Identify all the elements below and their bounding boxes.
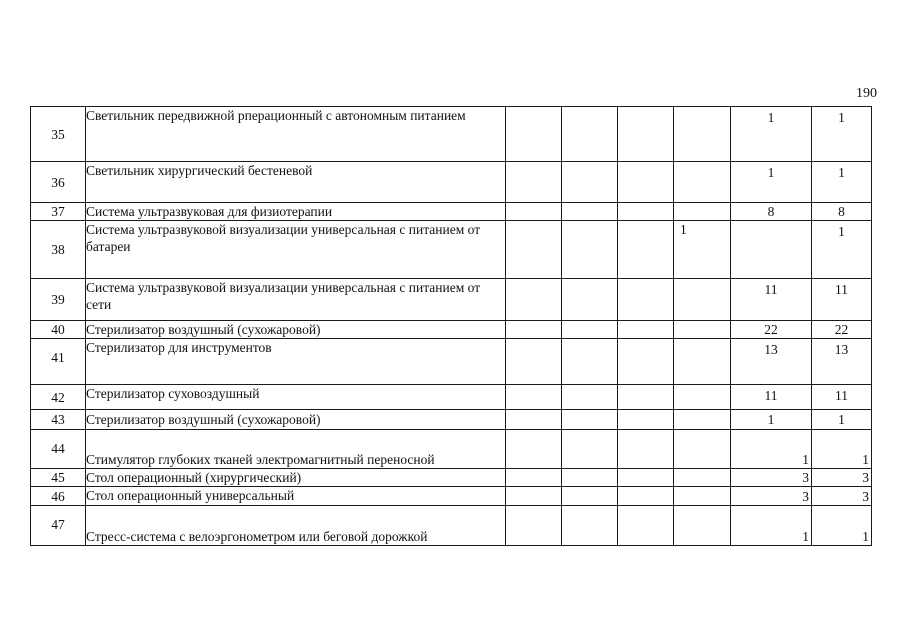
- quantity-cell: 1: [731, 430, 812, 469]
- table-row: [31, 469, 872, 487]
- table-row: [31, 385, 872, 410]
- row-number: 42: [31, 385, 86, 410]
- quantity-cell: 8: [731, 203, 812, 221]
- equipment-name: Стимулятор глубоких тканей электромагнитный переносной: [86, 430, 506, 469]
- row-number: 47: [31, 506, 86, 546]
- quantity-cell: 1: [731, 107, 812, 162]
- table-row: [31, 321, 872, 339]
- quantity-cell: [674, 203, 731, 221]
- quantity-cell: 22: [731, 321, 812, 339]
- empty-cell: [506, 469, 562, 487]
- empty-cell: [562, 162, 618, 203]
- quantity-cell: 1: [812, 221, 872, 279]
- empty-cell: [562, 203, 618, 221]
- empty-cell: [618, 321, 674, 339]
- empty-cell: [562, 221, 618, 279]
- row-number: 35: [31, 107, 86, 162]
- empty-cell: [618, 487, 674, 506]
- equipment-name: Система ультразвуковой визуализации универсальная с питанием от сети: [86, 279, 506, 321]
- quantity-cell: 3: [731, 469, 812, 487]
- quantity-cell: [674, 107, 731, 162]
- empty-cell: [618, 221, 674, 279]
- equipment-name: Система ультразвуковой визуализации универсальная с питанием от батареи: [86, 221, 506, 279]
- empty-cell: [618, 430, 674, 469]
- quantity-cell: 1: [812, 162, 872, 203]
- empty-cell: [562, 487, 618, 506]
- quantity-cell: 1: [812, 410, 872, 430]
- empty-cell: [506, 339, 562, 385]
- quantity-cell: [674, 487, 731, 506]
- row-number: 36: [31, 162, 86, 203]
- quantity-cell: [674, 339, 731, 385]
- empty-cell: [562, 321, 618, 339]
- quantity-cell: 1: [731, 162, 812, 203]
- quantity-cell: 3: [812, 469, 872, 487]
- quantity-cell: 11: [812, 385, 872, 410]
- empty-cell: [506, 321, 562, 339]
- empty-cell: [506, 506, 562, 546]
- empty-cell: [618, 469, 674, 487]
- equipment-name: Светильник передвижной рперационный с автономным питанием: [86, 107, 506, 162]
- quantity-cell: 1: [812, 430, 872, 469]
- quantity-cell: 3: [731, 487, 812, 506]
- quantity-cell: [674, 321, 731, 339]
- quantity-cell: 8: [812, 203, 872, 221]
- quantity-cell: 3: [812, 487, 872, 506]
- equipment-name: Система ультразвуковая для физиотерапии: [86, 203, 506, 221]
- quantity-cell: 13: [812, 339, 872, 385]
- equipment-name: Стол операционный универсальный: [86, 487, 506, 506]
- quantity-cell: [674, 385, 731, 410]
- page-number: 190: [856, 86, 877, 101]
- empty-cell: [506, 279, 562, 321]
- empty-cell: [506, 487, 562, 506]
- table-row: [31, 506, 872, 546]
- quantity-cell: [674, 279, 731, 321]
- equipment-name: Стерилизатор воздушный (сухожаровой): [86, 321, 506, 339]
- empty-cell: [562, 430, 618, 469]
- empty-cell: [506, 385, 562, 410]
- empty-cell: [618, 203, 674, 221]
- row-number: 41: [31, 339, 86, 385]
- empty-cell: [562, 339, 618, 385]
- empty-cell: [506, 430, 562, 469]
- row-number: 40: [31, 321, 86, 339]
- quantity-cell: 13: [731, 339, 812, 385]
- empty-cell: [618, 279, 674, 321]
- equipment-name: Стресс-система с велоэргонометром или беговой дорожкой: [86, 506, 506, 546]
- equipment-name: Светильник хирургический бестеневой: [86, 162, 506, 203]
- quantity-cell: 11: [812, 279, 872, 321]
- quantity-cell: 22: [812, 321, 872, 339]
- table-row: [31, 430, 872, 469]
- equipment-name: Стерилизатор воздушный (сухожаровой): [86, 410, 506, 430]
- row-number: 39: [31, 279, 86, 321]
- equipment-name: Стол операционный (хирургический): [86, 469, 506, 487]
- quantity-cell: 1: [812, 506, 872, 546]
- row-number: 44: [31, 430, 86, 469]
- quantity-cell: 11: [731, 279, 812, 321]
- table-row: [31, 107, 872, 162]
- row-number: 37: [31, 203, 86, 221]
- empty-cell: [506, 203, 562, 221]
- table-row: [31, 410, 872, 430]
- empty-cell: [618, 385, 674, 410]
- empty-cell: [618, 410, 674, 430]
- quantity-cell: 1: [674, 221, 731, 279]
- table-row: [31, 339, 872, 385]
- row-number: 38: [31, 221, 86, 279]
- empty-cell: [562, 107, 618, 162]
- empty-cell: [618, 107, 674, 162]
- quantity-cell: 11: [731, 385, 812, 410]
- row-number: 46: [31, 487, 86, 506]
- empty-cell: [618, 506, 674, 546]
- row-number: 43: [31, 410, 86, 430]
- equipment-name: Стерилизатор суховоздушный: [86, 385, 506, 410]
- table-row: [31, 203, 872, 221]
- quantity-cell: 1: [812, 107, 872, 162]
- table-row: [31, 487, 872, 506]
- quantity-cell: [674, 506, 731, 546]
- empty-cell: [506, 162, 562, 203]
- empty-cell: [562, 410, 618, 430]
- quantity-cell: [674, 469, 731, 487]
- empty-cell: [618, 162, 674, 203]
- table-row: [31, 279, 872, 321]
- quantity-cell: 1: [731, 506, 812, 546]
- quantity-cell: [674, 430, 731, 469]
- equipment-table: [30, 106, 872, 546]
- empty-cell: [506, 221, 562, 279]
- quantity-cell: 1: [731, 410, 812, 430]
- table-row: [31, 221, 872, 279]
- empty-cell: [562, 469, 618, 487]
- empty-cell: [562, 506, 618, 546]
- empty-cell: [562, 279, 618, 321]
- empty-cell: [562, 385, 618, 410]
- empty-cell: [618, 339, 674, 385]
- row-number: 45: [31, 469, 86, 487]
- equipment-name: Стерилизатор для инструментов: [86, 339, 506, 385]
- table-row: [31, 162, 872, 203]
- empty-cell: [506, 410, 562, 430]
- quantity-cell: [674, 410, 731, 430]
- empty-cell: [506, 107, 562, 162]
- quantity-cell: [674, 162, 731, 203]
- quantity-cell: [731, 221, 812, 279]
